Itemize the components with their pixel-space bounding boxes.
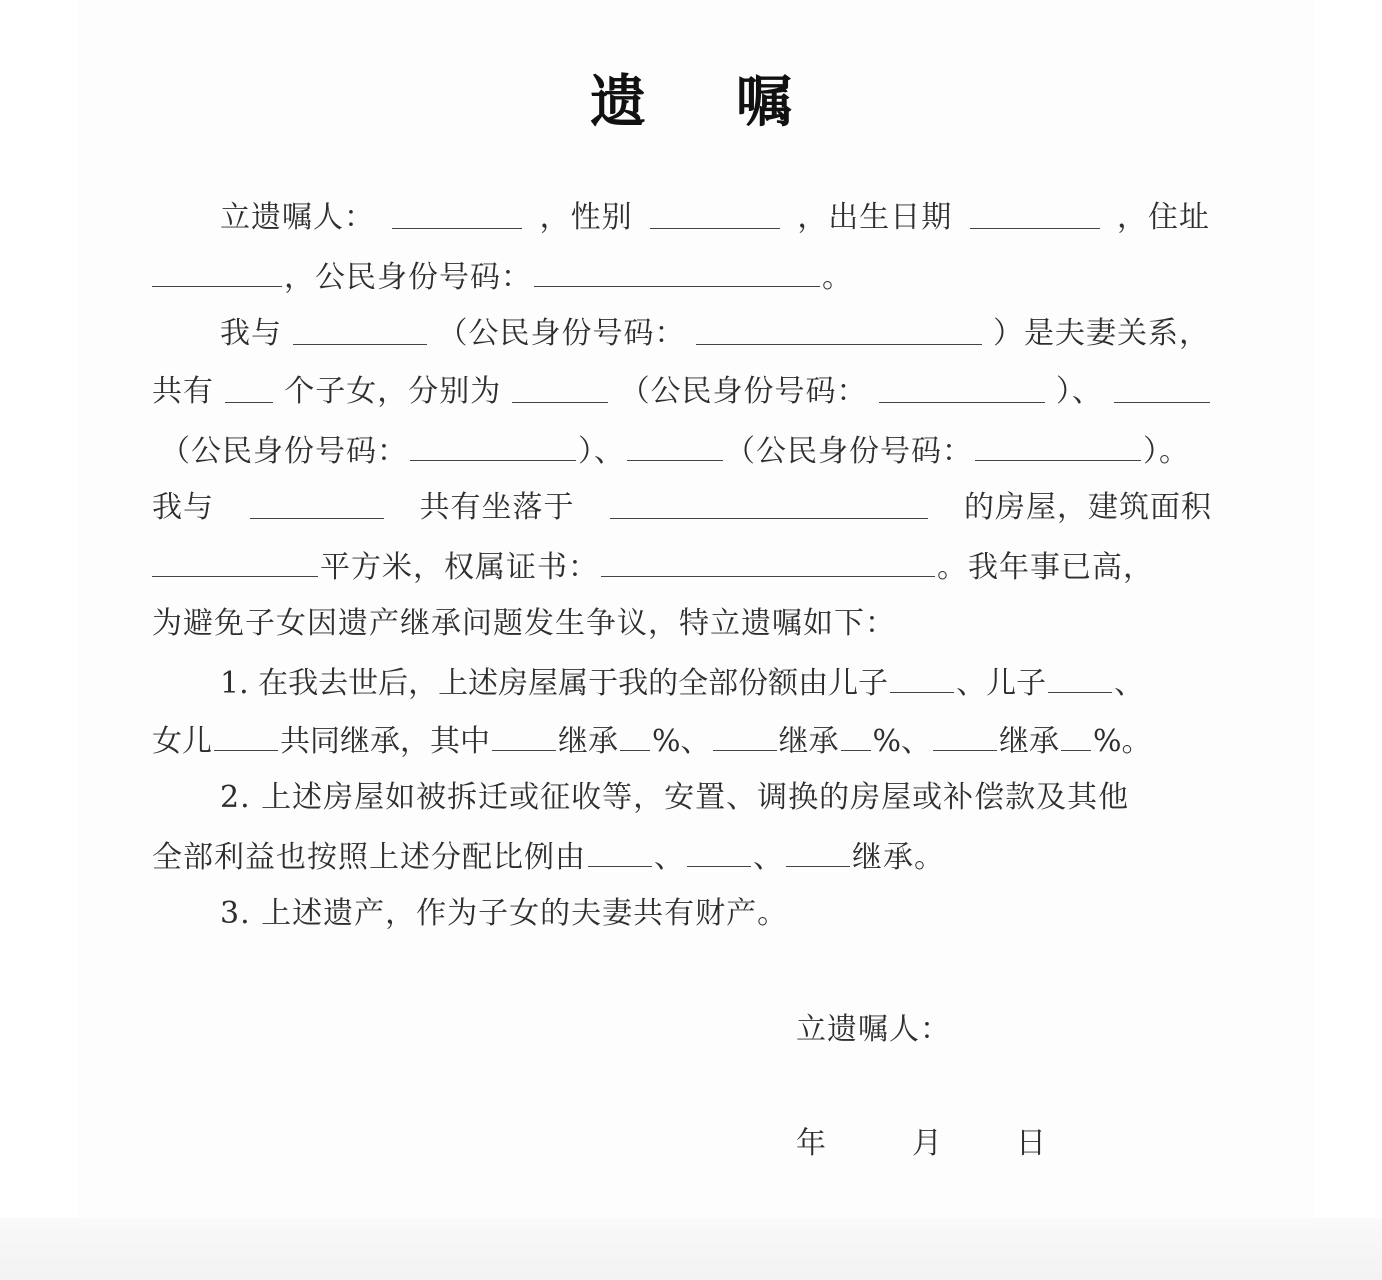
spouse-label: 我与 [220, 316, 282, 351]
heir-a-blank[interactable] [588, 836, 652, 867]
heir-b-blank[interactable] [687, 836, 751, 867]
line-certificate [152, 546, 1212, 588]
clause-2-text: 2. 上述房屋如被拆迁或征收等，安置、调换的房屋或补偿款及其他 [220, 780, 1130, 815]
birth-date-label: ，出生日期 [797, 200, 953, 235]
clause-3 [220, 894, 1210, 934]
child1-id-blank[interactable] [879, 372, 1045, 403]
co-owner-blank[interactable] [250, 488, 384, 519]
daughter-label: 女儿 [152, 724, 212, 759]
spouse-name-blank[interactable] [293, 314, 427, 345]
percent-sign: %、 [872, 724, 932, 759]
percent-sign: %。 [1093, 724, 1152, 759]
certificate-blank[interactable] [601, 546, 935, 577]
line-id-number [152, 256, 1212, 298]
separator: 、 [654, 840, 685, 875]
daughter-blank[interactable] [214, 720, 278, 751]
signature-month: 月 [912, 1126, 943, 1161]
heir2-percent-blank[interactable] [841, 720, 871, 751]
certificate-label: 平方米，权属证书： [320, 550, 599, 585]
clause-1 [220, 662, 1210, 704]
clause-1-shares [152, 720, 1212, 762]
area-blank[interactable] [152, 546, 318, 577]
inherit-label: 继承 [778, 724, 839, 759]
clause-2 [220, 778, 1210, 818]
children-label: 个子女，分别为 [284, 374, 502, 409]
child1-id-label: （公民身份号码： [619, 374, 868, 409]
child1-name-blank[interactable] [512, 372, 608, 403]
gender-label: ，性别 [539, 200, 633, 235]
signature-day: 日 [1016, 1126, 1047, 1161]
inherit-end: 继承。 [852, 840, 945, 875]
separator: ）、 [578, 434, 625, 469]
have-label: 共有 [152, 374, 214, 409]
location-label: 共有坐落于 [419, 490, 575, 525]
purpose-text: 为避免子女因遗产继承问题发生争议，特立遗嘱如下： [152, 606, 896, 641]
children-count-blank[interactable] [225, 372, 273, 403]
testator-label: 立遗嘱人： [220, 200, 375, 235]
child3-name-blank[interactable] [627, 430, 723, 461]
spouse-id-label: （公民身份号码： [437, 316, 686, 351]
marriage-text: ）是夫妻关系， [993, 316, 1210, 351]
child2-id-blank[interactable] [410, 430, 576, 461]
clause-2-heirs [152, 836, 1212, 878]
heir3-percent-blank[interactable] [1061, 720, 1091, 751]
heir3-blank[interactable] [933, 720, 997, 751]
shares-label: 共同继承，其中 [280, 724, 490, 759]
area-label: 的房屋，建筑面积 [964, 490, 1212, 525]
clause-3-text: 3. 上述遗产，作为子女的夫妻共有财产。 [220, 896, 789, 931]
co-owner-label: 我与 [152, 490, 214, 525]
child2-id-label: （公民身份号码： [160, 434, 408, 469]
heir-c-blank[interactable] [786, 836, 850, 867]
document-title [0, 58, 1382, 138]
close-paren: ）。 [1143, 434, 1190, 469]
heir1-blank[interactable] [492, 720, 556, 751]
child2-name-blank[interactable] [1114, 372, 1210, 403]
separator: 、 [753, 840, 784, 875]
testator-name-blank[interactable] [392, 198, 522, 229]
heir1-percent-blank[interactable] [620, 720, 650, 751]
line-purpose [152, 604, 1212, 644]
birth-date-blank[interactable] [970, 198, 1100, 229]
inherit-label: 继承 [999, 724, 1060, 759]
clause-2-continued: 全部利益也按照上述分配比例由 [152, 840, 586, 875]
title-char-2: 嘱 [736, 69, 792, 135]
age-text: 。我年事已高， [937, 550, 1154, 585]
title-char-1: 遗 [590, 69, 646, 135]
son2-label: 、儿子 [956, 666, 1047, 701]
separator: ）、 [1055, 374, 1103, 409]
paragraph-spouse [220, 314, 1210, 354]
spouse-id-blank[interactable] [696, 314, 982, 345]
child3-id-label: （公民身份号码： [725, 434, 973, 469]
son1-blank[interactable] [890, 662, 954, 693]
clause-1-text: 1. 在我去世后，上述房屋属于我的全部份额由儿子 [220, 666, 889, 701]
inherit-label: 继承 [558, 724, 618, 759]
address-blank[interactable] [152, 256, 282, 287]
percent-sign: %、 [652, 724, 711, 759]
id-number-blank[interactable] [534, 256, 820, 287]
signature-label: 立遗嘱人： [796, 1012, 951, 1047]
gender-blank[interactable] [650, 198, 780, 229]
line-property [152, 488, 1212, 528]
location-blank[interactable] [610, 488, 928, 519]
line-children-ids [160, 430, 1220, 472]
address-label: ，住址 [1116, 200, 1210, 235]
child3-id-blank[interactable] [975, 430, 1141, 461]
signature-year: 年 [796, 1126, 827, 1161]
period: 。 [822, 260, 853, 295]
paragraph-testator-info [220, 198, 1210, 238]
id-number-label: ，公民身份号码： [284, 260, 532, 295]
heir2-blank[interactable] [713, 720, 777, 751]
line-children [152, 372, 1212, 412]
separator: 、 [1114, 666, 1145, 701]
son2-blank[interactable] [1048, 662, 1112, 693]
page-shadow [0, 1218, 1382, 1280]
